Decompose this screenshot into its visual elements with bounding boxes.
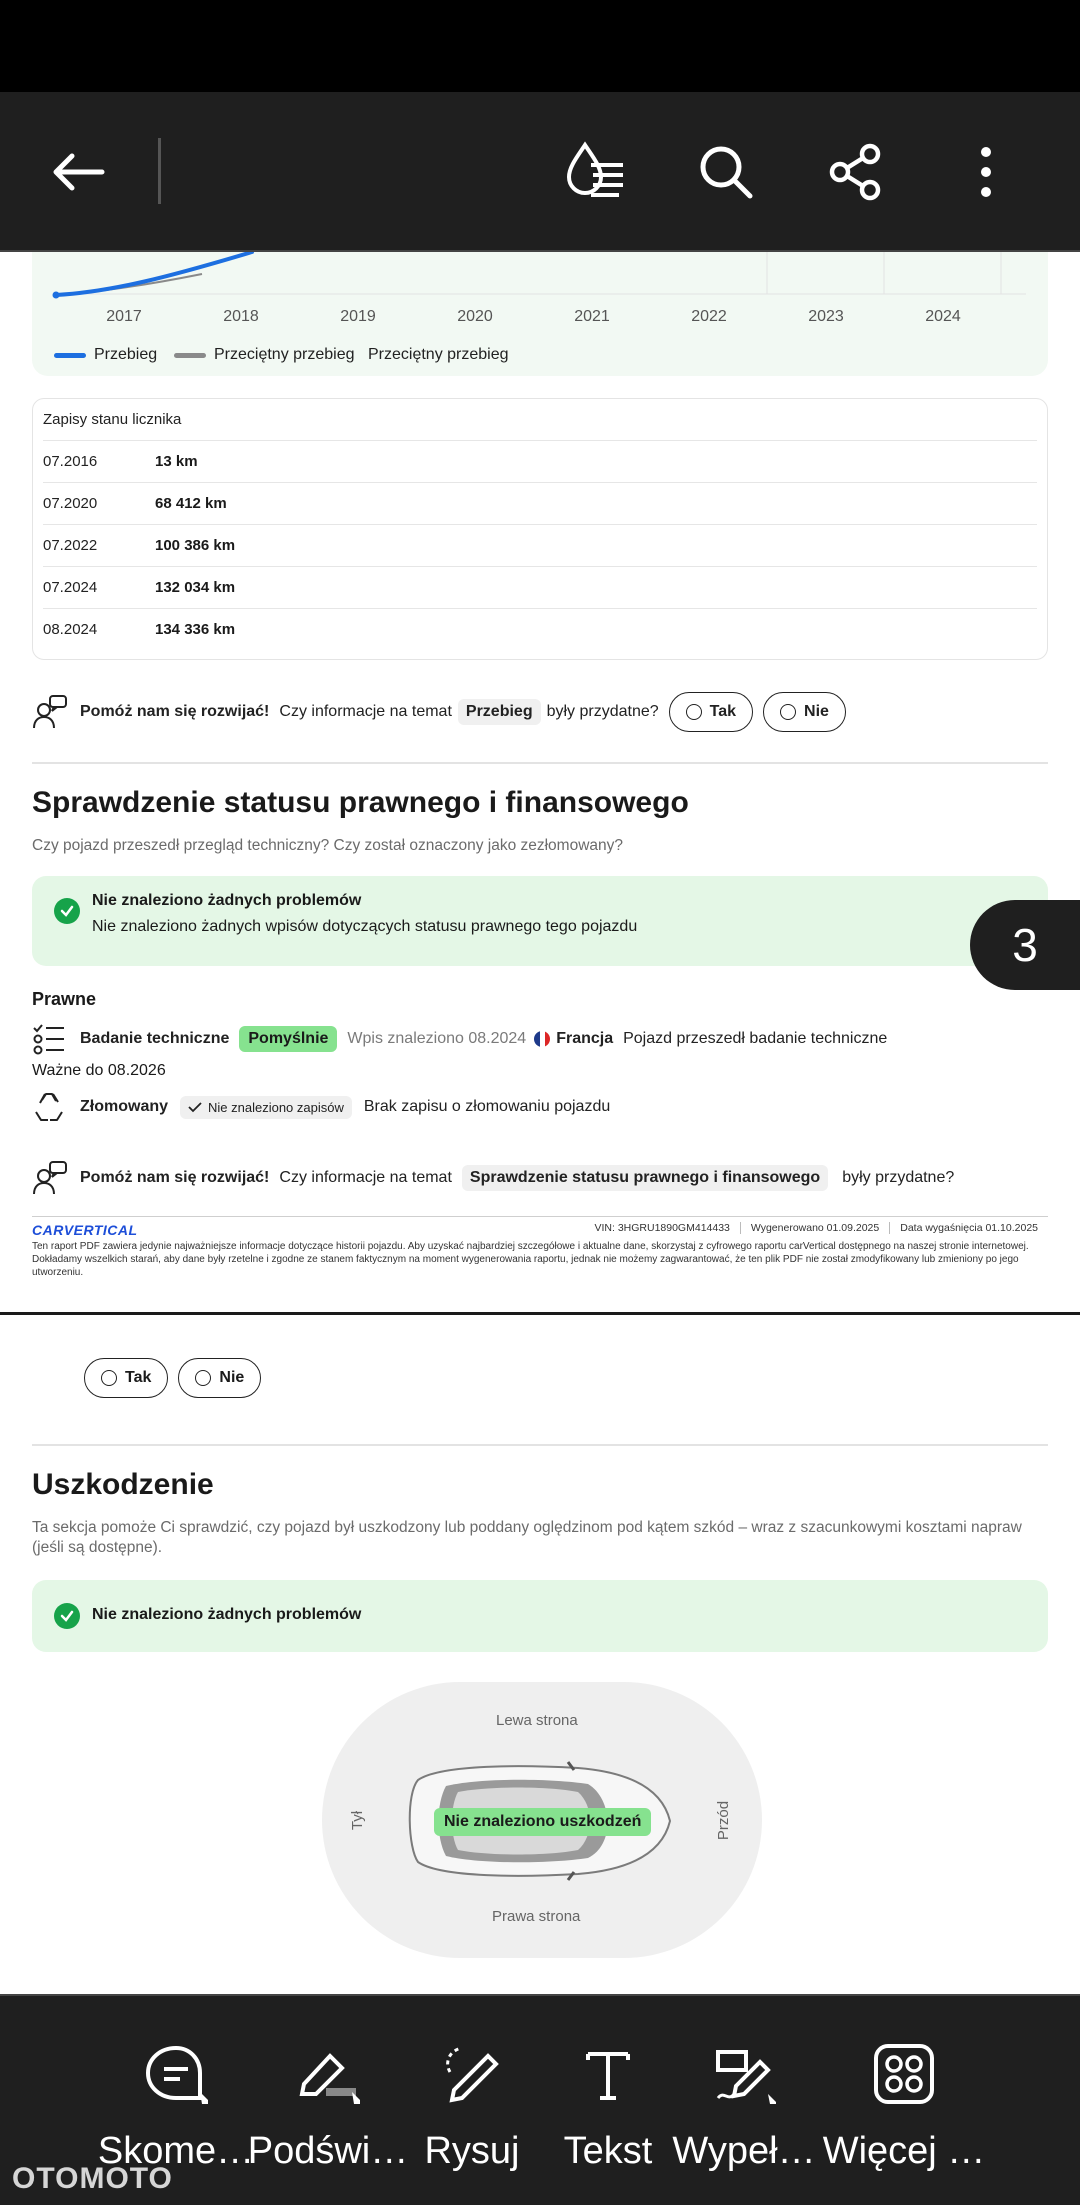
text-icon (576, 2042, 640, 2106)
comment-icon (144, 2042, 208, 2106)
ok-title: Nie znaleziono żadnych problemów (92, 892, 362, 909)
ok-text: Nie znaleziono żadnych wpisów dotyczących statusu prawnego tego pojazdu (92, 918, 638, 935)
x-tick-label: 2024 (925, 308, 961, 325)
draw-icon (440, 2042, 504, 2106)
scrapped-label: Złomowany (80, 1098, 169, 1115)
neutral-face-icon (780, 704, 796, 720)
share-icon[interactable] (816, 132, 896, 212)
footer-rule (32, 1216, 1048, 1217)
row-date: 08.2024 (43, 621, 98, 638)
mileage-chart (32, 252, 1048, 376)
feedback-question: Czy informacje na temat (279, 1169, 452, 1186)
feedback-topic: Przebieg (458, 699, 541, 725)
table-row (43, 483, 1037, 525)
tool-more[interactable] (824, 1996, 984, 2207)
x-tick-label: 2022 (691, 308, 727, 325)
check-icon (188, 1101, 202, 1113)
row-date: 07.2022 (43, 537, 98, 554)
scrapped-description: Brak zapisu o złomowaniu pojazdu (363, 1098, 611, 1115)
table-row (43, 525, 1037, 567)
footer-expires: Data wygaśnięcia 01.10.2025 (889, 1222, 1048, 1234)
top-toolbar (0, 92, 1080, 252)
feedback-no-button[interactable] (178, 1358, 261, 1398)
feedback-row (32, 692, 846, 732)
more-vert-icon[interactable] (946, 132, 1026, 212)
inspection-valid-until: Ważne do 08.2026 (32, 1062, 166, 1079)
feedback-topic: Sprawdzenie statusu prawnego i finansowego (462, 1165, 828, 1191)
feedback-no-button[interactable] (763, 692, 846, 732)
feedback-prompt: Pomóż nam się rozwijać! (80, 703, 270, 720)
smile-icon (686, 704, 702, 720)
check-circle-icon (54, 1603, 80, 1629)
footer-disclaimer: Ten raport PDF zawiera jedynie najważniejsze informacje dotyczące historii pojazdu. Aby uzyskać najbardziej szczegółowe i aktualne dane, skorzystaj z cyfrowego raportu carVertical dostępnego na naszej stronie internetowej. Dokładamy wszelkich starań, aby dane były rzetelne i zgodne ze stanem faktycznym na moment wygenerowania raportu, jednak nie możemy zagwarantować, że ten plik PDF nie został zmodyfikowany lub zmieniony po jego utworzeniu. (32, 1241, 1029, 1278)
section-subtitle: Ta sekcja pomoże Ci sprawdzić, czy pojazd był uszkodzony lub poddany oględzinom pod kątem szkód – wraz z szacunkowymi kosztami napraw (jeśli są dostępne). (32, 1519, 1022, 1556)
right-side-label: Prawa strona (492, 1908, 581, 1925)
section-title: Sprawdzenie statusu prawnego i finansowego (32, 786, 689, 819)
no-label: Nie (804, 703, 829, 720)
feedback-suffix: były przydatne? (546, 703, 659, 720)
feedback-row-legal (32, 1160, 954, 1196)
legend-average (174, 346, 355, 364)
row-date: 07.2024 (43, 579, 98, 596)
row-value: 13 km (155, 453, 198, 470)
scrapped-row (32, 1090, 610, 1124)
subsection-title: Prawne (32, 989, 97, 1009)
x-tick-label: 2023 (808, 308, 844, 325)
x-tick-label: 2021 (574, 308, 610, 325)
tool-label: Skome… (97, 2130, 255, 2172)
row-value: 134 336 km (155, 621, 236, 638)
legal-ok-card (32, 876, 1048, 966)
feedback-suffix: były przydatne? (842, 1169, 955, 1186)
x-tick-label: 2020 (457, 308, 493, 325)
table-row (43, 567, 1037, 609)
checklist-icon (32, 1022, 66, 1056)
people-chat-icon (32, 694, 68, 730)
no-damage-badge: Nie znaleziono uszkodzeń (434, 1808, 651, 1836)
feedback-prompt: Pomóż nam się rozwijać! (80, 1169, 270, 1186)
scrapped-status-badge (180, 1096, 352, 1119)
page-number-indicator: 3 (970, 900, 1080, 990)
page-separator (0, 1312, 1080, 1315)
chart-plot (32, 252, 1048, 312)
legend-label: Przeciętny przebieg (214, 346, 355, 363)
check-circle-icon (54, 898, 80, 924)
section-subtitle: Czy pojazd przeszedł przegląd techniczny? Czy został oznaczony jako zezłomowany? (32, 837, 624, 854)
rear-label: Tył (349, 1810, 367, 1831)
footer-generated: Wygenerowano 01.09.2025 (740, 1222, 889, 1234)
x-tick-label: 2017 (106, 308, 142, 325)
x-tick-label: 2019 (340, 308, 376, 325)
people-chat-icon (32, 1160, 68, 1196)
legend-swatch (174, 353, 206, 358)
tool-label: Tekst (563, 2130, 653, 2172)
row-value: 132 034 km (155, 579, 236, 596)
highlight-icon (296, 2042, 360, 2106)
odometer-records-table (32, 398, 1048, 660)
legend-swatch (54, 353, 86, 358)
tool-fill-sign[interactable] (664, 1996, 824, 2207)
back-arrow-icon[interactable] (38, 132, 118, 212)
inspection-found-date: Wpis znaleziono 08.2024 (347, 1030, 527, 1047)
feedback-buttons-page4 (84, 1358, 261, 1398)
inspection-status-badge: Pomyślnie (239, 1026, 337, 1052)
feedback-yes-button[interactable] (84, 1358, 168, 1398)
otomoto-watermark: OTOMOTO (12, 2162, 173, 2195)
inspection-country: Francja (556, 1030, 614, 1047)
mileage-point (53, 292, 60, 299)
fill-sign-icon (712, 2042, 776, 2106)
scrapped-badge-label: Nie znaleziono zapisów (208, 1099, 344, 1115)
footer-meta (584, 1222, 1048, 1234)
inspection-row (32, 1022, 887, 1056)
divider (32, 1444, 1048, 1446)
recycle-icon (32, 1090, 66, 1124)
tool-label: Wypeł… (672, 2130, 816, 2172)
carvertical-logo: CARVERTICAL (32, 1222, 138, 1238)
damage-ok-card (32, 1580, 1048, 1652)
row-value: 100 386 km (155, 537, 236, 554)
table-title: Zapisy stanu licznika (43, 399, 1037, 441)
x-tick-label: 2018 (223, 308, 259, 325)
tool-label: Podświ… (247, 2130, 409, 2172)
yes-label: Tak (125, 1369, 152, 1386)
search-icon[interactable] (686, 132, 766, 212)
smile-icon (101, 1370, 117, 1386)
tool-label: Więcej … (822, 2130, 986, 2172)
feedback-question: Czy informacje na temat (279, 703, 452, 720)
row-date: 07.2020 (43, 495, 98, 512)
yes-label: Tak (709, 703, 737, 720)
no-label: Nie (219, 1369, 245, 1386)
legend-label: Przebieg (94, 346, 158, 363)
ok-title: Nie znaleziono żadnych problemów (92, 1606, 362, 1623)
row-value: 68 412 km (155, 495, 227, 512)
divider (32, 762, 1048, 764)
inspection-label: Badanie techniczne (80, 1030, 230, 1047)
feedback-yes-button[interactable] (669, 692, 753, 732)
footer-vin: VIN: 3HGRU1890GM414433 (594, 1222, 730, 1234)
front-label: Przód (715, 1800, 733, 1841)
section-title: Uszkodzenie (32, 1468, 214, 1501)
mileage-line (56, 252, 252, 295)
status-bar (0, 0, 1080, 92)
neutral-face-icon (195, 1370, 211, 1386)
table-row (43, 441, 1037, 483)
table-row (43, 609, 1037, 651)
pdf-page-3 (0, 252, 1080, 1314)
france-flag-icon (534, 1031, 550, 1047)
more-tools-icon (872, 2042, 936, 2106)
tool-label: Rysuj (424, 2130, 520, 2172)
row-date: 07.2016 (43, 453, 98, 470)
legend-label: Przeciętny przebieg (368, 346, 509, 363)
legend-przebieg (54, 346, 157, 364)
inspection-description: Pojazd przeszedł badanie techniczne (623, 1030, 888, 1047)
tool-highlight[interactable] (248, 1996, 408, 2207)
left-side-label: Lewa strona (496, 1712, 578, 1729)
legend-average-2 (368, 346, 509, 364)
toolbar-separator (158, 138, 161, 204)
water-drop-list-icon[interactable] (556, 132, 636, 212)
